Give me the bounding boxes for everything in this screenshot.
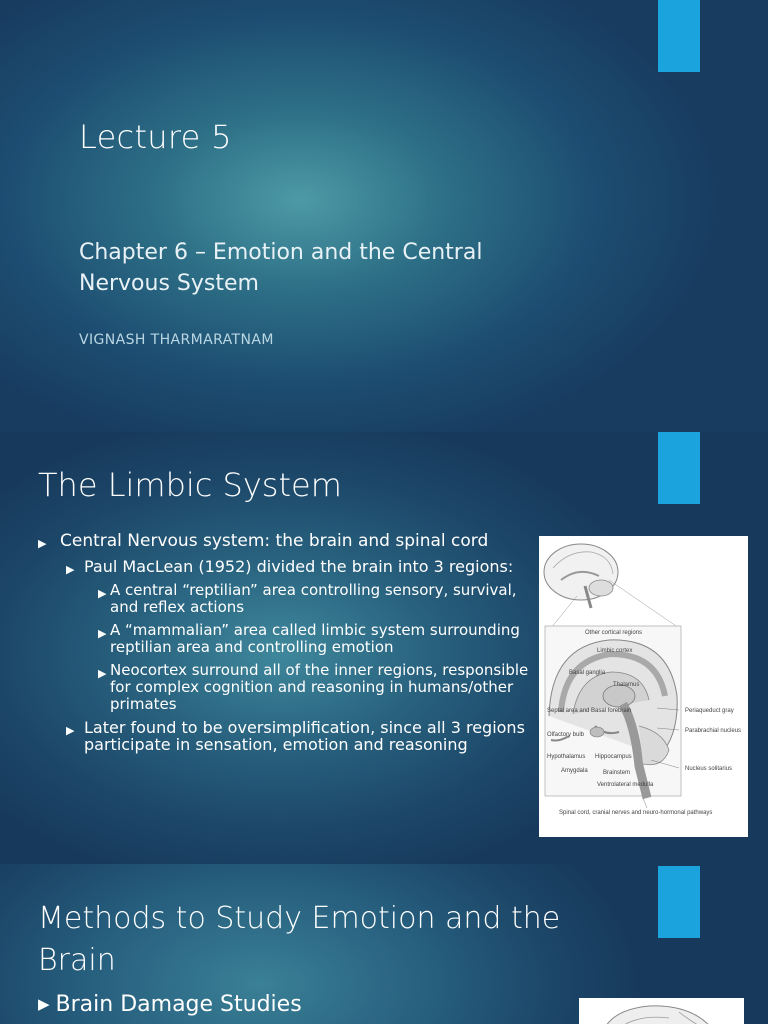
- label-parabrachial: Parabrachial nucleus: [685, 728, 742, 734]
- label-limbic-cortex: Limbic cortex: [597, 648, 633, 654]
- subtitle-line-1: Chapter 6 – Emotion and the Central: [79, 240, 483, 265]
- label-hippocampus: Hippocampus: [595, 754, 632, 760]
- brain-diagram: [539, 536, 748, 837]
- triangle-bullet-icon: ▶: [98, 587, 107, 600]
- methods-slide: [0, 864, 768, 1024]
- limbic-system-slide: [0, 432, 768, 864]
- label-periaqueduct: Periaqueduct gray: [685, 708, 734, 714]
- triangle-bullet-icon: ▶: [98, 667, 107, 680]
- label-nucleus-solitarius: Nucleus solitarius: [685, 766, 733, 772]
- brain-diagram-svg: [539, 536, 748, 837]
- accent-bar: [658, 432, 700, 504]
- label-other-cortical: Other cortical regions: [585, 630, 643, 636]
- triangle-bullet-icon: ▶: [38, 995, 50, 1013]
- triangle-bullet-icon: ▶: [38, 537, 47, 550]
- bullet-level-3: ▶ A “mammalian” area called limbic system surrounding reptilian area and controlling emotion: [98, 621, 520, 656]
- label-ventrolateral: Ventrolateral medulla: [597, 782, 654, 788]
- label-septal: Septal area and Basal forebrain: [547, 708, 632, 714]
- slide-title: Lecture 5: [79, 118, 232, 156]
- label-hypothalamus: Hypothalamus: [547, 754, 586, 760]
- author-name: VIGNASH THARMARATNAM: [79, 332, 274, 348]
- triangle-bullet-icon: ▶: [66, 724, 75, 737]
- subtitle-line-2: Nervous System: [79, 271, 259, 296]
- brain-image: [579, 998, 744, 1024]
- label-thalamus: Thalamus: [613, 682, 640, 688]
- bullet-level-3: ▶ Neocortex surround all of the inner regions, responsible for complex cognition and reasoning in humans/other primates: [98, 661, 529, 713]
- accent-bar: [658, 866, 700, 938]
- bullet-list: [38, 532, 538, 760]
- title-slide: [0, 0, 768, 432]
- slide-subtitle: [79, 237, 579, 299]
- label-amygdala: Amygdala: [561, 768, 588, 774]
- bullet-level-1: ▶ Brain Damage Studies: [38, 992, 302, 1017]
- title-line-2: Brain: [38, 943, 116, 978]
- label-spinal: Spinal cord, cranial nerves and neuro-hormonal pathways: [559, 810, 713, 816]
- bullet-level-1: ▶ Central Nervous system: the brain and spinal cord: [38, 531, 489, 551]
- title-line-1: Methods to Study Emotion and the: [38, 901, 561, 936]
- slide-title: The Limbic System: [38, 466, 342, 504]
- bullet-level-3: ▶ A central “reptilian” area controlling sensory, survival, and reflex actions: [98, 581, 517, 616]
- bullet-level-2: ▶ Later found to be oversimplification, since all 3 regions participate in sensation, emotion and reasoning: [66, 718, 525, 754]
- triangle-bullet-icon: ▶: [98, 627, 107, 640]
- label-brainstem: Brainstem: [603, 770, 631, 776]
- bullet-level-2: ▶ Paul MacLean (1952) divided the brain into 3 regions:: [66, 557, 514, 576]
- label-olfactory: Olfactory bulb: [547, 732, 585, 738]
- label-basal-ganglia: Basal ganglia: [569, 670, 606, 676]
- triangle-bullet-icon: ▶: [66, 563, 75, 576]
- slide-title: [38, 898, 638, 982]
- brain-outline-svg: [579, 998, 744, 1024]
- accent-bar: [658, 0, 700, 72]
